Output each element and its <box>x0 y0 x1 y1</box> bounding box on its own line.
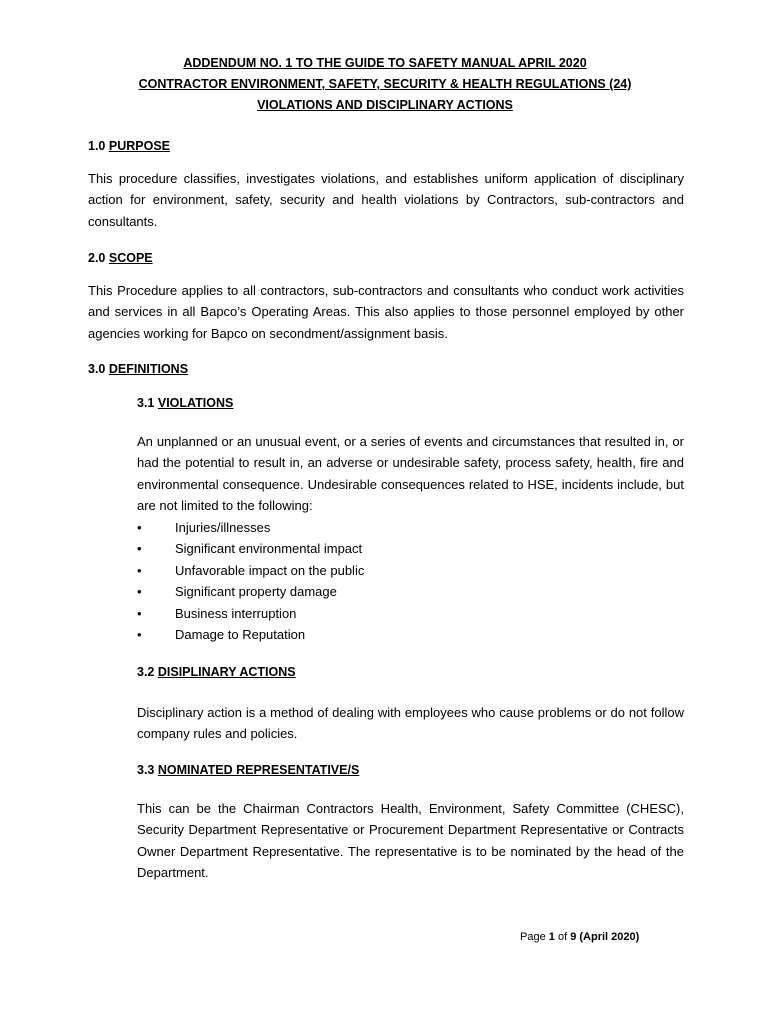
list-item: • Significant property damage <box>137 581 364 602</box>
subsection-number: 3.1 <box>137 396 155 410</box>
document-title-line-1: ADDENDUM NO. 1 TO THE GUIDE TO SAFETY MANUAL APRIL 2020 <box>183 56 587 70</box>
subsection-heading-violations <box>137 393 233 413</box>
subsection-title: VIOLATIONS <box>157 396 234 410</box>
footer-date: (April 2020) <box>579 931 640 943</box>
document-title-line-3: VIOLATIONS AND DISCIPLINARY ACTIONS <box>257 98 513 112</box>
section-number: 2.0 <box>88 251 106 265</box>
section-title: PURPOSE <box>108 139 171 153</box>
section-heading-purpose <box>88 136 170 156</box>
list-item: • Unfavorable impact on the public <box>137 560 364 581</box>
subsection-heading-nominated <box>137 760 359 780</box>
footer-page-total: 9 <box>570 931 577 943</box>
section-heading-definitions <box>88 359 188 379</box>
section-title: SCOPE <box>108 251 153 265</box>
bullet-icon: • <box>137 562 142 578</box>
purpose-paragraph: This procedure classifies, investigates violations, and establishes uniform application of disciplinary action for environment, safety, security and health violations by Contractors, sub-contractors and consultants. <box>88 171 684 229</box>
section-title: DEFINITIONS <box>108 362 189 376</box>
violations-paragraph: An unplanned or an unusual event, or a series of events and circumstances that resulted in, or had the potential to result in, an adverse or undesirable safety, process safety, health, fire and environmental consequence. Undesirable consequences related to HSE, incidents include, but are not limited to the following: <box>137 434 684 514</box>
list-item: • Business interruption <box>137 603 364 624</box>
bullet-icon: • <box>137 520 142 535</box>
bullet-icon: • <box>137 627 142 643</box>
page-footer <box>520 929 639 945</box>
footer-page-current: 1 <box>548 931 555 943</box>
bullet-icon: • <box>137 541 142 557</box>
list-item: • Injuries/illnesses <box>137 517 364 538</box>
disciplinary-paragraph: Disciplinary action is a method of dealing with employees who cause problems or do not follow company rules and policies. <box>137 705 684 742</box>
subsection-title: DISIPLINARY ACTIONS <box>157 665 296 679</box>
subsection-heading-disciplinary <box>137 662 296 682</box>
subsection-number: 3.2 <box>137 665 155 679</box>
bullet-icon: • <box>137 584 142 600</box>
footer-of-word: of <box>557 931 568 943</box>
nominated-paragraph: This can be the Chairman Contractors Health, Environment, Safety Committee (CHESC), Security Department Representative or Procurement Department Representative or Contracts Owner Department Representative. The representative is to be nominated by the head of the Department. <box>137 801 684 881</box>
document-title-line-2: CONTRACTOR ENVIRONMENT, SAFETY, SECURITY & HEALTH REGULATIONS (24) <box>138 77 632 91</box>
list-item: • Damage to Reputation <box>137 624 364 645</box>
section-heading-scope <box>88 248 153 268</box>
section-number: 3.0 <box>88 362 106 376</box>
subsection-title: NOMINATED REPRESENTATIVE/S <box>157 763 360 777</box>
scope-paragraph: This Procedure applies to all contractors, sub-contractors and consultants who conduct work activities and services in all Bapco’s Operating Areas. This also applies to those personnel employed by other agencies working for Bapco on secondment/assignment basis. <box>88 283 684 341</box>
section-number: 1.0 <box>88 139 106 153</box>
bullet-icon: • <box>137 605 142 621</box>
subsection-number: 3.3 <box>137 763 155 777</box>
footer-page-word: Page <box>520 931 546 943</box>
violations-bullet-list <box>137 517 364 645</box>
list-item: • Significant environmental impact <box>137 538 364 559</box>
